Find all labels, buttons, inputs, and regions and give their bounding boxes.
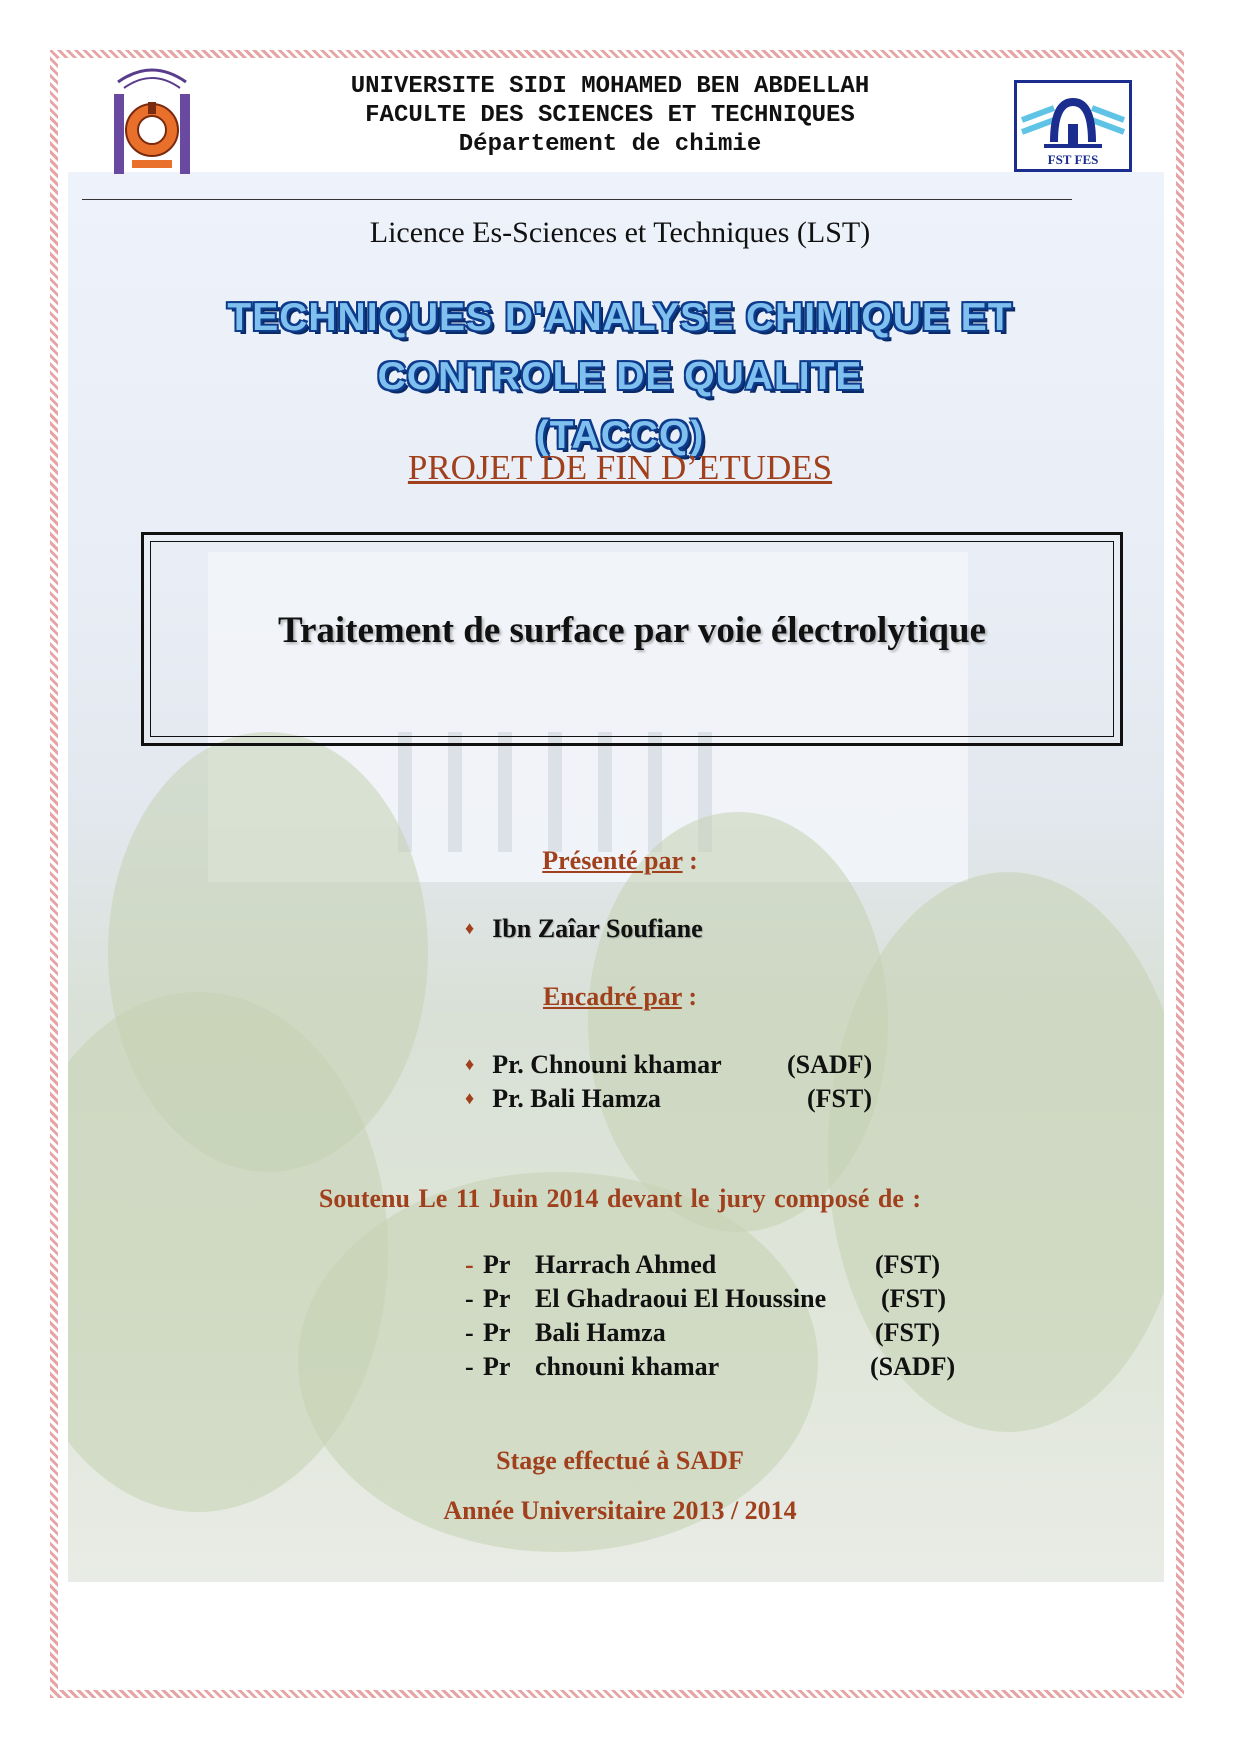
svg-text:FST FES: FST FES [1047, 152, 1099, 167]
supervisor-item [465, 1050, 885, 1080]
fst-fes-logo-icon [1014, 80, 1132, 172]
jury-member: - Pr Bali Hamza (FST) [465, 1318, 940, 1347]
supervisor-affiliation: (FST) [807, 1084, 872, 1113]
project-label: PROJET DE FIN D’ETUDES [407, 448, 833, 487]
supervisor-name: Pr. Chnouni khamar [492, 1050, 722, 1079]
jury-member: - Pr Harrach Ahmed (FST) [465, 1250, 940, 1279]
institution-header [230, 72, 990, 159]
thesis-title: Traitement de surface par voie électrolytique [278, 610, 986, 651]
jury-member: - Pr El Ghadraoui El Houssine (FST) [465, 1284, 946, 1313]
jury-name: chnouni khamar [535, 1352, 720, 1381]
track-title [120, 288, 1120, 465]
supervisor-name: Pr. Bali Hamza [492, 1084, 661, 1113]
jury-affiliation: (FST) [881, 1284, 946, 1313]
presented-by-label: Présenté par : [542, 846, 698, 875]
diamond-bullet-icon: ♦ [465, 1088, 475, 1108]
diamond-bullet-icon: ♦ [465, 1054, 475, 1074]
header-divider [82, 199, 1072, 200]
student-name: Ibn Zaîar Soufiane [492, 914, 703, 943]
jury-name: Bali Hamza [535, 1318, 666, 1347]
diamond-bullet-icon: ♦ [465, 918, 475, 938]
jury-name: El Ghadraoui El Houssine [535, 1284, 827, 1313]
jury-member: - Pr chnouni khamar (SADF) [465, 1352, 956, 1381]
academic-year: Année Universitaire 2013 / 2014 [443, 1496, 797, 1525]
jury-name: Harrach Ahmed [535, 1250, 717, 1279]
defense-statement: Soutenu Le 11 Juin 2014 devant le jury composé de : [318, 1184, 922, 1213]
jury-affiliation: (FST) [875, 1318, 940, 1347]
thesis-title-box [141, 532, 1123, 746]
track-title-line1: TECHNIQUES D'ANALYSE CHIMIQUE ET [227, 296, 1013, 339]
jury-affiliation: (FST) [875, 1250, 940, 1279]
supervised-by-label: Encadré par : [542, 982, 698, 1011]
university-crest-icon [108, 64, 196, 180]
program-name: Licence Es-Sciences et Techniques (LST) [369, 216, 871, 249]
supervisor-item [465, 1084, 885, 1114]
jury-affiliation: (SADF) [870, 1352, 956, 1381]
student-item [465, 914, 703, 944]
track-title-line2: CONTROLE DE QUALITE [377, 355, 863, 398]
track-title-line3: (TACCQ) [535, 414, 705, 457]
internship-location: Stage effectué à SADF [496, 1446, 744, 1475]
department-name: Département de chimie [458, 131, 762, 158]
supervisor-affiliation: (SADF) [787, 1050, 873, 1079]
university-name: UNIVERSITE SIDI MOHAMED BEN ABDELLAH [350, 73, 870, 100]
faculty-name: FACULTE DES SCIENCES ET TECHNIQUES [365, 102, 855, 129]
